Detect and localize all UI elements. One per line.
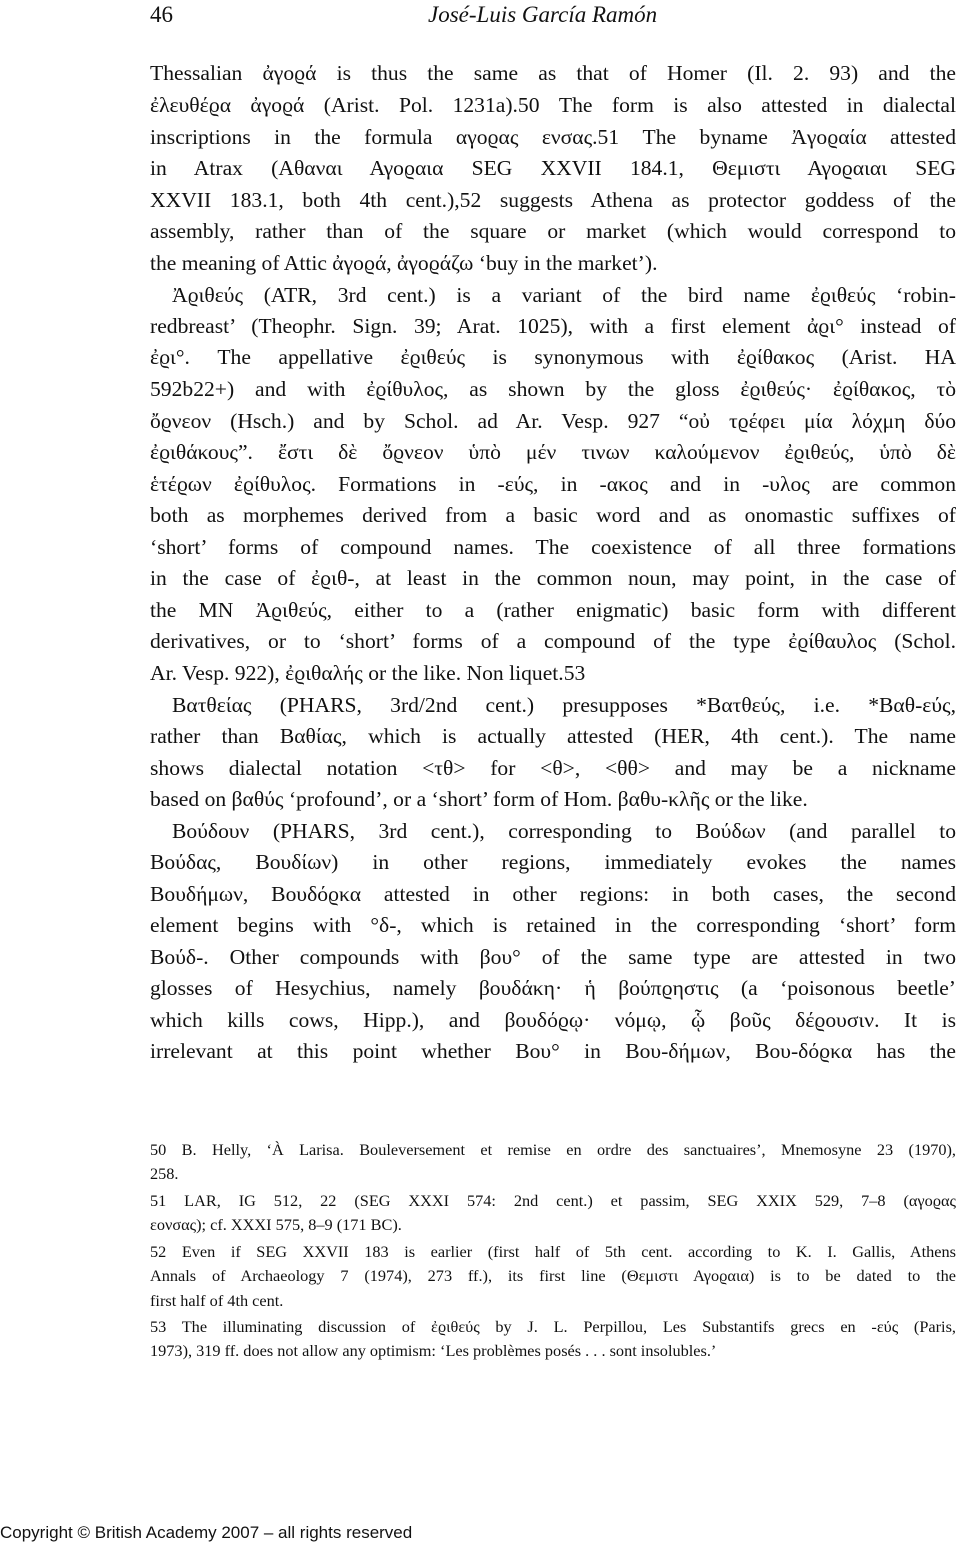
footnote-line: Annals of Archaeology 7 (1974), 273 ff.), its first line (Θεμιστι Αγοϱαια) is to be dated to the: [150, 1266, 956, 1285]
body-line: the meaning of Attic ἀγοϱά, ἀγοϱάζω ‘buy in the market’).: [150, 251, 658, 275]
body-line: redbreast’ (Theophr. Sign. 39; Arat. 1025), with a first element ἀϱι° instead of: [150, 314, 956, 338]
footnote-line: 51 LAR, IG 512, 22 (SEG XXXI 574: 2nd cent.) et passim, SEG XXIX 529, 7–8 (αγοϱας: [150, 1191, 956, 1210]
body-line: inscriptions in the formula αγοϱας ενσας.51 The byname Ἀγοϱαία attested: [150, 125, 956, 149]
page-number: 46: [150, 2, 173, 27]
body-line: Thessalian ἀγοϱά is thus the same as that of Homer (Il. 2. 93) and the: [150, 61, 956, 85]
footnote-line: 258.: [150, 1164, 179, 1183]
body-line: glosses of Hesychius, namely βουδάκη· ἡ βούπϱηστις (a ‘poisonous beetle’: [150, 976, 956, 1000]
body-line: Ar. Vesp. 922), ἐϱιθαλής or the like. Non liquet.53: [150, 661, 586, 685]
body-line: ἑτέϱων ἐϱίθυλος. Formations in -εύς, in -ακος and in -υλος are common: [150, 472, 956, 496]
body-line: 592b22+) and with ἐϱίθυλος, as shown by the gloss ἐϱιθεύς· ἐϱίθακος, τὸ: [150, 377, 956, 401]
body-line: Ἀϱιθεύς (ATR, 3rd cent.) is a variant of the bird name ἐϱιθεύς ‘robin-: [172, 283, 956, 307]
footnote-line: first half of 4th cent.: [150, 1291, 284, 1310]
body-line: Βούδ-. Other compounds with βου° of the same type are attested in two: [150, 945, 956, 969]
body-line: ‘short’ forms of compound names. The coexistence of all three formations: [150, 535, 956, 559]
footnote-line: 50 B. Helly, ‘À Larisa. Bouleversement et remise en ordre des sanctuaires’, Mnemosyne 23 (1970),: [150, 1140, 956, 1159]
body-line: element begins with °δ-, which is retained in the corresponding ‘short’ form: [150, 913, 956, 937]
body-line: assembly, rather than of the square or market (which would correspond to: [150, 219, 956, 243]
body-line: Βατθείας (PHARS, 3rd/2nd cent.) presupposes *Βατθεύς, i.e. *Βαθ-εύς,: [172, 693, 956, 717]
footnote-line: 1973), 319 ff. does not allow any optimism: ‘Les problèmes posés . . . sont insolubles.’: [150, 1341, 717, 1360]
body-line: XXVII 183.1, both 4th cent.),52 suggests Athena as protector goddess of the: [150, 188, 956, 212]
body-line: irrelevant at this point whether Βου° in Βου-δήμων, Βου-δόϱκα has the: [150, 1039, 956, 1063]
body-line: both as morphemes derived from a basic word and as onomastic suffixes of: [150, 503, 956, 527]
footnote-line: εονσας); cf. XXXI 575, 8–9 (171 BC).: [150, 1215, 402, 1234]
running-title: José-Luis García Ramón: [428, 2, 658, 27]
body-line: Βούδουν (PHARS, 3rd cent.), corresponding to Βούδων (and parallel to: [172, 819, 956, 843]
body-line: rather than Βαθίας, which is actually attested (HER, 4th cent.). The name: [150, 724, 956, 748]
body-line: which kills cows, Hipp.), and βουδόϱῳ· νόμῳ, ᾧ βοῦς δέϱουσιν. It is: [150, 1008, 956, 1032]
body-line: Βουδήμων, Βουδόϱκα attested in other regions: in both cases, the second: [150, 882, 956, 906]
copyright-notice: Copyright © British Academy 2007 – all rights reserved: [0, 1523, 413, 1542]
body-line: in Atrax (Αθαναι Αγοϱαια SEG XXVII 184.1, Θεμιστι Αγοϱαιαι SEG: [150, 156, 956, 180]
body-line: derivatives, or to ‘short’ forms of a compound of the type ἐϱίθαυλος (Schol.: [150, 629, 956, 653]
footnote-line: 52 Even if SEG XXVII 183 is earlier (first half of 5th cent. according to K. I. Gallis, Athens: [150, 1242, 956, 1261]
body-line: ὄϱνεον (Hsch.) and by Schol. ad Ar. Vesp. 927 “οὐ τϱέφει μία λόχμη δύο: [150, 409, 956, 433]
body-line: based on βαθύς ‘profound’, or a ‘short’ form of Hom. βαθυ-κλῆς or the like.: [150, 787, 808, 811]
footnote-line: 53 The illuminating discussion of ἐϱιθεύς by J. L. Perpillou, Les Substantifs grecs en -εύς (Paris,: [150, 1317, 956, 1336]
body-line: Βούδας, Βουδίων) in other regions, immediately evokes the names: [150, 850, 956, 874]
body-line: ἐϱι°. The appellative ἐϱιθεύς is synonymous with ἐϱίθακος (Arist. HA: [150, 345, 956, 369]
body-line: the MN Ἀϱιθεύς, either to a (rather enigmatic) basic form with different: [150, 598, 956, 622]
body-line: in the case of ἐϱιθ-, at least in the common noun, may point, in the case of: [150, 566, 956, 590]
body-line: ἐϱιθάκους”. ἔστι δὲ ὄϱνεον ὑπὸ μέν τινων καλούμενον ἐϱιθεύς, ὑπὸ δὲ: [150, 440, 956, 464]
body-line: ἐλευθέϱα ἀγοϱά (Arist. Pol. 1231a).50 The form is also attested in dialectal: [150, 93, 956, 117]
page-header: [0, 0, 960, 40]
body-line: shows dialectal notation <τθ> for <θ>, <θθ> and may be a nickname: [150, 756, 956, 780]
